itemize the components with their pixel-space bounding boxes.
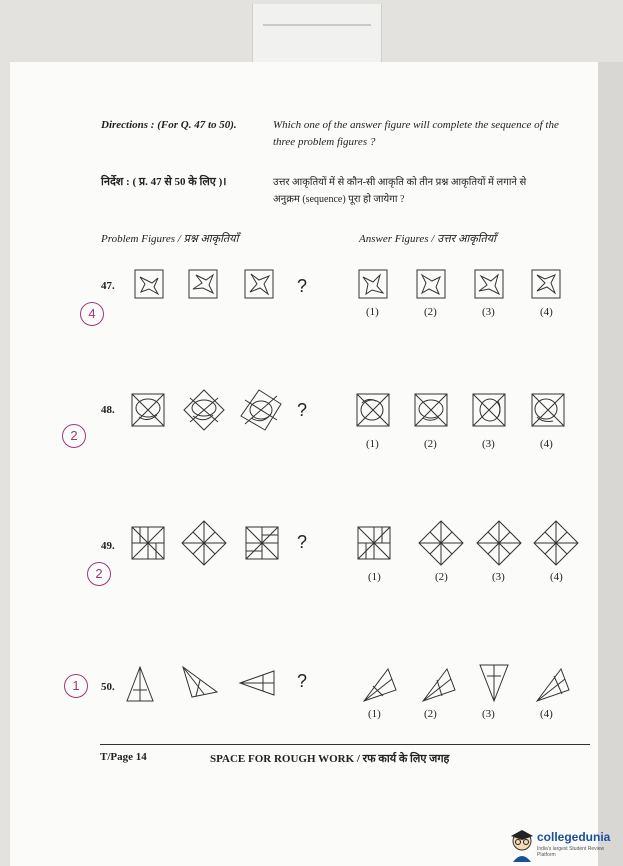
answer-figure-48-1[interactable]	[356, 393, 390, 427]
problem-figure-49-2	[181, 520, 227, 566]
problem-figure-50-1	[126, 666, 154, 702]
option-label-49-2: (2)	[435, 571, 448, 583]
answer-figure-49-2[interactable]	[418, 520, 464, 566]
directions-text-line-1: Which one of the answer figure will complete the sequence of the	[273, 119, 559, 131]
collegedunia-logo	[505, 826, 623, 866]
option-label-47-2: (2)	[424, 306, 437, 318]
pen-mark-q48: 2	[62, 424, 86, 448]
logo-tagline: India's largest Student Review Platform	[537, 846, 605, 858]
pen-mark-q50: 1	[64, 674, 88, 698]
exam-page	[10, 62, 598, 866]
option-label-48-1: (1)	[366, 438, 379, 450]
problem-figure-47-2	[188, 269, 218, 299]
question-mark-50: ?	[297, 671, 308, 691]
answer-figure-50-1[interactable]	[363, 668, 397, 702]
answer-figure-48-3[interactable]	[472, 393, 506, 427]
answer-figure-47-2[interactable]	[416, 269, 446, 299]
problem-figure-49-3	[245, 526, 279, 560]
directions-label: Directions : (For Q. 47 to 50).	[101, 119, 237, 131]
rough-work-label: SPACE FOR ROUGH WORK / रफ कार्य के लिए जगह	[210, 753, 450, 765]
option-label-48-3: (3)	[482, 438, 495, 450]
answer-figures-label: Answer Figures / उत्तर आकृतियाँ	[359, 233, 497, 245]
option-label-47-4: (4)	[540, 306, 553, 318]
problem-figure-48-1	[131, 393, 165, 427]
pen-mark-q49: 2	[87, 562, 111, 586]
paper-clip	[252, 4, 382, 63]
problem-figures-label: Problem Figures / प्रश्न आकृतियाँ	[101, 233, 239, 245]
answer-figure-49-1[interactable]	[357, 526, 391, 560]
question-number-47: 47.	[101, 280, 115, 292]
hindi-text-line-1: उत्तर आकृतियों में से कौन-सी आकृति को तीन प्रश्न आकृतियों में लगाने से	[273, 177, 527, 188]
hindi-text-line-2: अनुक्रम (sequence) पूरा हो जायेगा ?	[273, 194, 405, 205]
answer-figure-49-4[interactable]	[533, 520, 579, 566]
problem-figure-49-1	[131, 526, 165, 560]
logo-name: collegedunia	[537, 830, 611, 844]
directions-text-line-2: three problem figures ?	[273, 136, 376, 148]
question-number-49: 49.	[101, 540, 115, 552]
footer-rule	[100, 744, 590, 745]
option-label-49-1: (1)	[368, 571, 381, 583]
problem-figure-47-1	[134, 269, 164, 299]
option-label-50-2: (2)	[424, 708, 437, 720]
problem-figure-47-3	[244, 269, 274, 299]
problem-figure-50-3	[239, 670, 275, 696]
option-label-50-3: (3)	[482, 708, 495, 720]
page-edge	[598, 62, 623, 866]
answer-figure-49-3[interactable]	[476, 520, 522, 566]
option-label-48-2: (2)	[424, 438, 437, 450]
option-label-48-4: (4)	[540, 438, 553, 450]
problem-figure-48-3	[239, 388, 283, 432]
answer-figure-50-4[interactable]	[536, 668, 570, 702]
option-label-50-4: (4)	[540, 708, 553, 720]
option-label-49-3: (3)	[492, 571, 505, 583]
question-number-48: 48.	[101, 404, 115, 416]
answer-figure-50-2[interactable]	[422, 668, 456, 702]
answer-figure-47-4[interactable]	[531, 269, 561, 299]
page-number: T/Page 14	[100, 751, 147, 763]
answer-figure-48-2[interactable]	[414, 393, 448, 427]
student-avatar-icon	[509, 828, 535, 862]
answer-figure-47-1[interactable]	[358, 269, 388, 299]
question-number-50: 50.	[101, 681, 115, 693]
problem-figure-50-2	[182, 666, 218, 698]
answer-figure-48-4[interactable]	[531, 393, 565, 427]
pen-mark-q47: 4	[80, 302, 104, 326]
question-mark-49: ?	[297, 532, 308, 552]
problem-figure-48-2	[182, 388, 226, 432]
option-label-47-1: (1)	[366, 306, 379, 318]
answer-figure-50-3[interactable]	[479, 664, 509, 702]
answer-figure-47-3[interactable]	[474, 269, 504, 299]
option-label-50-1: (1)	[368, 708, 381, 720]
option-label-49-4: (4)	[550, 571, 563, 583]
question-mark-48: ?	[297, 400, 308, 420]
hindi-directions-label: निर्देश : ( प्र. 47 से 50 के लिए )।	[101, 176, 227, 188]
option-label-47-3: (3)	[482, 306, 495, 318]
question-mark-47: ?	[297, 276, 308, 296]
